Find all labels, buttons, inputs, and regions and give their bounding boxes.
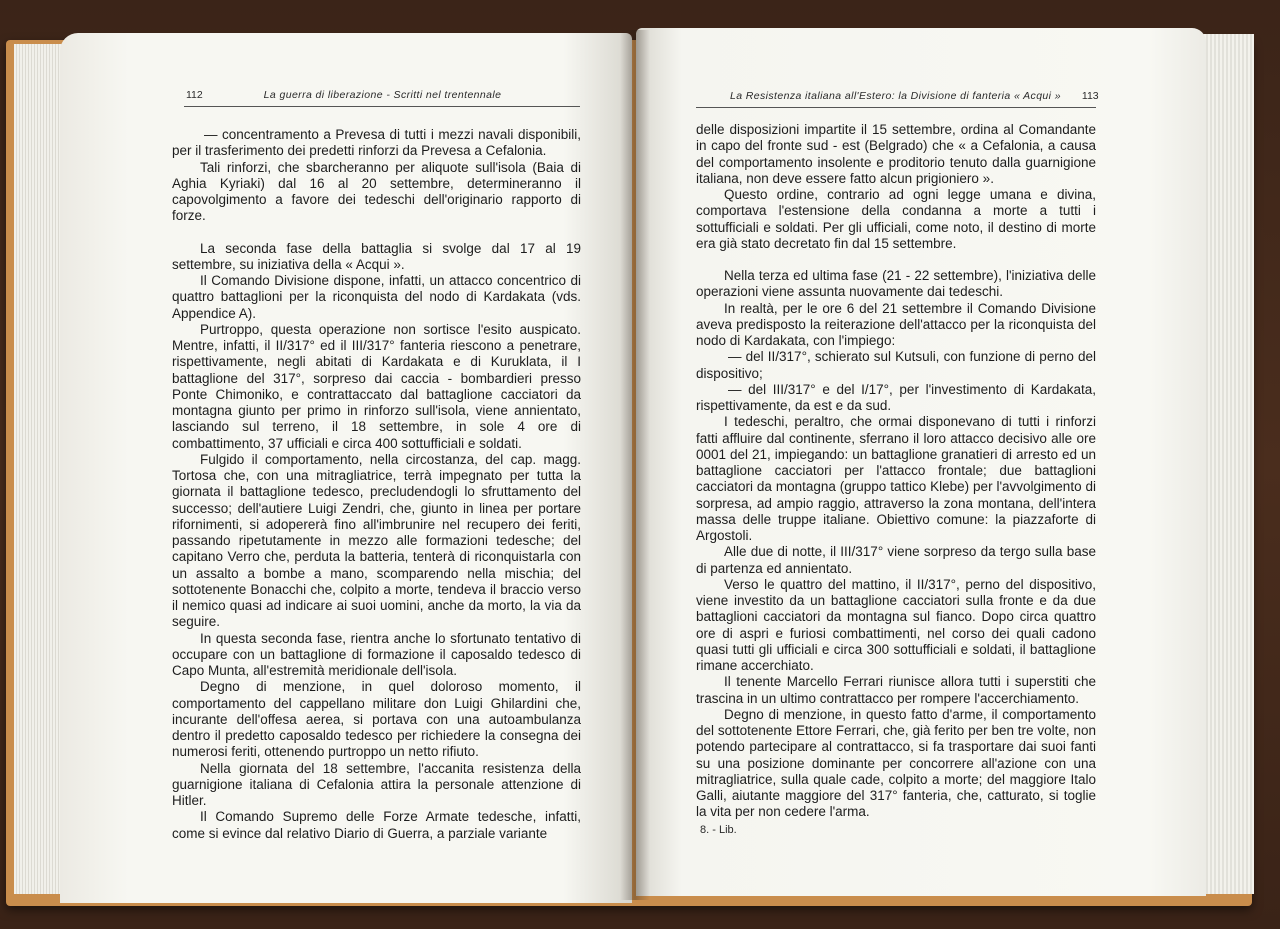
left-body-text: [172, 127, 581, 842]
left-page: [60, 33, 632, 903]
paragraph: Degno di menzione, in quel doloroso momento, il comportamento del cappellano militare don Luigi Ghilardini che, incurante dell'offesa aerea, si portava con una autoambulanza dentro il predetto caposaldo tedesco per richiedere la consegna dei numerosi feriti, ottenendo purtroppo un netto rifiuto.: [172, 679, 581, 760]
paragraph: Verso le quattro del mattino, il II/317°, perno del dispositivo, viene investito da un battaglione cacciatori sulla fronte e da due battaglioni cacciatori da montagna sul fianco. Dopo circa quattro ore di aspri e furiosi combattimenti, nel corso dei quali cadono quasi tutti gli ufficiali e circa 300 sottufficiali e soldati, il battaglione rimane accerchiato.: [696, 576, 1096, 673]
paragraph: Tali rinforzi, che sbarcheranno per aliquote sull'isola (Baia di Aghia Kyriaki) dal 16 al 20 settembre, determineranno il capovolgimento a favore dei tedeschi dell'originario rapporto di forze.: [172, 159, 581, 224]
left-running-head: [186, 89, 501, 101]
paragraph: In questa seconda fase, rientra anche lo sfortunato tentativo di occupare con un battaglione di formazione il caposaldo tedesco di Capo Munta, all'estremità meridionale dell'isola.: [172, 630, 581, 678]
paragraph: Nella giornata del 18 settembre, l'accanita resistenza della guarnigione italiana di Cefalonia attira la personale attenzione di Hitler.: [172, 760, 581, 808]
paragraph: Nella terza ed ultima fase (21 - 22 settembre), l'iniziativa delle operazioni viene assunta nuovamente dai tedeschi.: [696, 268, 1096, 300]
paragraph: — concentramento a Prevesa di tutti i mezzi navali disponibili, per il trasferimento dei predetti rinforzi da Prevesa a Cefalonia.: [172, 127, 581, 159]
paragraph: Purtroppo, questa operazione non sortisce l'esito auspicato. Mentre, infatti, il II/317° ed il III/317° fanteria riescono a penetrare, rispettivamente, negli abitati di Kardakata e di Kuruklata, il I battaglione del 317°, sorpreso dai caccia - bombardieri presso Ponte Chimoniko, e contrattaccato dal battaglione cacciatori da montagna giunto per primo in rinforzo sull'isola, viene annientato, lasciando sul terreno, il 18 settembre, in sole 4 ore di combattimento, 37 ufficiali e circa 400 sottufficiali e soldati.: [172, 321, 581, 451]
right-body-text: [696, 122, 1096, 821]
left-header-rule: [184, 106, 580, 107]
left-page-number: 112: [186, 89, 203, 101]
paragraph: Il Comando Supremo delle Forze Armate tedesche, infatti, come si evince dal relativo Diario di Guerra, a parziale variante: [172, 809, 581, 841]
left-running-title: La guerra di liberazione - Scritti nel trentennale: [263, 89, 502, 101]
paragraph: I tedeschi, peraltro, che ormai disponevano di tutti i rinforzi fatti affluire dal continente, sferrano il loro attacco decisivo alle ore 0001 del 21, impiegando: un battaglione granatieri di arresto ed un battaglione cacciatori per l'attacco frontale; due battaglioni cacciatori da montagna (gruppo tattico Klebe) per l'avvolgimento di sorpresa, ad ampio raggio, attraverso la zona montana, dell'intera massa delle truppe italiane. Obiettivo comune: la piazzaforte di Argostoli.: [696, 414, 1096, 543]
paragraph: Alle due di notte, il III/317° viene sorpreso da tergo sulla base di partenza ed annientato.: [696, 544, 1096, 576]
right-running-head: [730, 90, 1099, 102]
paragraph: delle disposizioni impartite il 15 settembre, ordina al Comandante in capo del fronte sud - est (Belgrado) che « a Cefalonia, a causa del comportamento insolente e proditorio tenuto dalla guarnigione italiana, non deve essere fatto alcun prigioniero ».: [696, 122, 1096, 186]
paragraph: Questo ordine, contrario ad ogni legge umana e divina, comportava l'estensione della condanna a morte a tutti i sottufficiali e soldati. Per gli ufficiali, come noto, il destino di morte era già stato decretato fin dal 15 settembre.: [696, 187, 1096, 251]
paragraph: — del III/317° e del I/17°, per l'investimento di Kardakata, rispettivamente, da est e da sud.: [696, 381, 1096, 413]
paragraph: Il tenente Marcello Ferrari riunisce allora tutti i superstiti che trascina in un ultimo contrattacco per rompere l'accerchiamento.: [696, 674, 1096, 706]
right-header-rule: [696, 107, 1096, 108]
paragraph: Degno di menzione, in questo fatto d'arme, il comportamento del sottotenente Ettore Ferrari, che, già ferito per ben tre volte, non potendo partecipare al contrattacco, si fa trasportare dai suoi fanti su una posizione dominante per concorrere all'azione con una mitragliatrice, sulla quale cade, colpito a morte; del maggiore Italo Galli, aiutante maggiore del 317° fanteria, che, catturato, si toglie la vita per non cedere l'arma.: [696, 706, 1096, 820]
paragraph: In realtà, per le ore 6 del 21 settembre il Comando Divisione aveva predisposto la reiterazione dell'attacco per la riconquista del nodo di Kardakata, con l'impiego:: [696, 300, 1096, 348]
right-running-title: La Resistenza italiana all'Estero: la Divisione di fanteria « Acqui »: [730, 90, 1061, 102]
right-page: [636, 28, 1206, 896]
paragraph: Il Comando Divisione dispone, infatti, un attacco concentrico di quattro battaglioni per la riconquista del nodo di Kardakata (vds. Appendice A).: [172, 273, 581, 321]
book-gutter: [620, 30, 650, 900]
signature-mark: 8. - Lib.: [700, 824, 737, 836]
paragraph: La seconda fase della battaglia si svolge dal 17 al 19 settembre, su iniziativa della « Acqui ».: [172, 240, 581, 272]
paragraph: Fulgido il comportamento, nella circostanza, del cap. magg. Tortosa che, con una mitragliatrice, terrà impegnato per tutta la giornata il battaglione tedesco, precludendogli lo sfruttamento del successo; dell'autiere Luigi Zendri, che, giunto in linea per portare rifornimenti, si adopererà fino all'imbrunire nel recupero dei feriti, passando ripetutamente in mezzo alle formazioni tedesche; del capitano Verro che, perduta la batteria, tenterà di riconquistarla con un assalto a bombe a mano, scomparendo nella mischia; del sottotenente Bonacchi che, colpito a morte, tendeva il braccio verso il nemico quasi ad indicare ai suoi uomini, anche da morto, la via da seguire.: [172, 451, 581, 630]
right-page-number: 113: [1081, 90, 1099, 102]
paragraph: — del II/317°, schierato sul Kutsuli, con funzione di perno del dispositivo;: [696, 349, 1096, 381]
